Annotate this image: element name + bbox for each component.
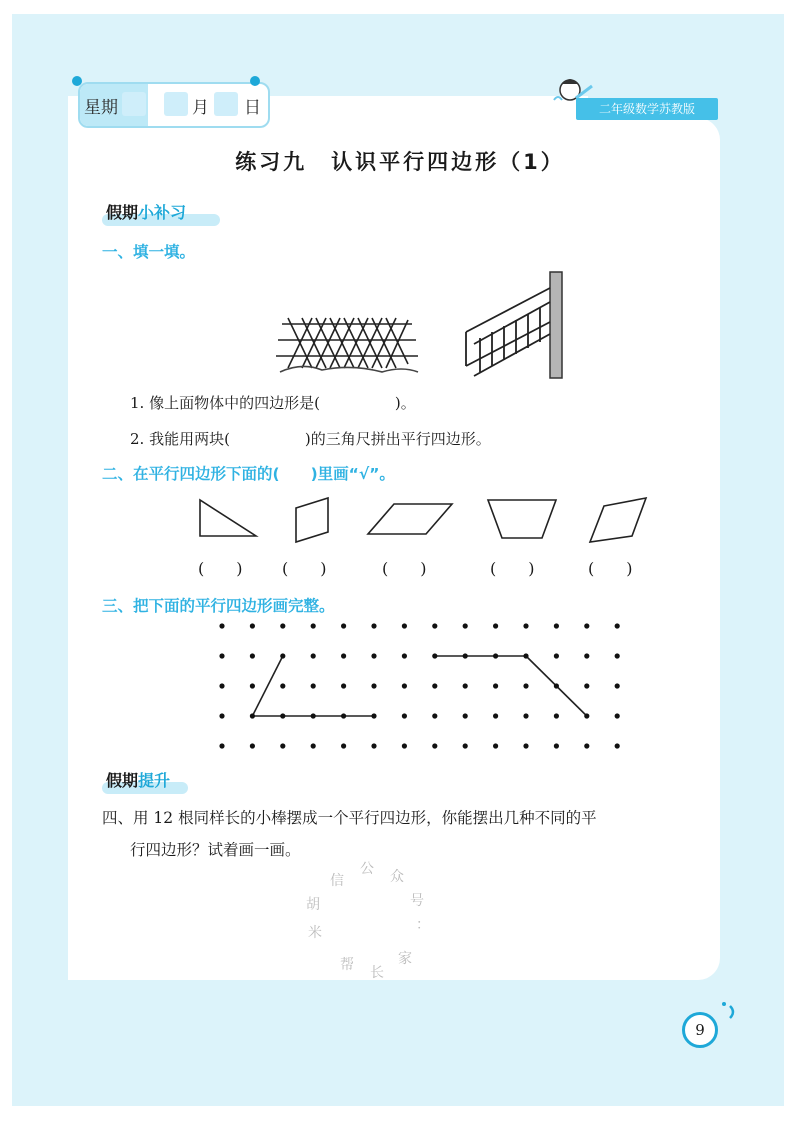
grid-dot[interactable]	[280, 743, 285, 748]
grid-dot[interactable]	[371, 623, 376, 628]
grid-dot[interactable]	[219, 653, 224, 658]
grid-dot[interactable]	[219, 743, 224, 748]
grid-dot[interactable]	[554, 743, 559, 748]
section1-heading: 一、填一填。	[102, 243, 196, 261]
grid-dot[interactable]	[523, 713, 528, 718]
shape-parallelogram-wide	[366, 500, 456, 540]
grid-dot[interactable]	[311, 713, 316, 718]
grid-dot[interactable]	[280, 623, 285, 628]
grid-dot[interactable]	[402, 743, 407, 748]
question-1-1: 1. 像上面物体中的四边形是( )。	[130, 394, 416, 412]
grid-dot[interactable]	[402, 653, 407, 658]
day-label: 日	[244, 98, 261, 118]
grid-dot[interactable]	[615, 683, 620, 688]
grid-dot[interactable]	[463, 683, 468, 688]
grid-dot[interactable]	[463, 743, 468, 748]
grid-dot[interactable]	[615, 713, 620, 718]
grid-dot[interactable]	[463, 653, 468, 658]
dot-grid	[210, 616, 630, 756]
grid-dot[interactable]	[493, 713, 498, 718]
shape-trapezoid	[484, 496, 564, 546]
grid-dot[interactable]	[341, 743, 346, 748]
section3-heading: 三、把下面的平行四边形画完整。	[102, 597, 335, 615]
grid-dot[interactable]	[250, 683, 255, 688]
grid-dot[interactable]	[250, 713, 255, 718]
grid-dot[interactable]	[219, 683, 224, 688]
grid-dot[interactable]	[493, 743, 498, 748]
month-label: 月	[192, 98, 209, 118]
grid-dot[interactable]	[615, 623, 620, 628]
grid-dot[interactable]	[554, 623, 559, 628]
grid-dot[interactable]	[432, 743, 437, 748]
grade-tag: 二年级数学苏教版	[576, 98, 718, 120]
grid-dot[interactable]	[250, 623, 255, 628]
shape-triangle	[196, 496, 266, 546]
grid-dot[interactable]	[341, 653, 346, 658]
grid-dot[interactable]	[615, 743, 620, 748]
banner2-part-a: 假期	[106, 771, 139, 790]
banner-holiday-review	[106, 200, 186, 226]
grid-dot[interactable]	[341, 623, 346, 628]
grid-dot[interactable]	[280, 653, 285, 658]
grid-dot[interactable]	[523, 623, 528, 628]
stamp-char: 号	[410, 893, 424, 909]
grid-dot[interactable]	[493, 683, 498, 688]
grid-dot[interactable]	[615, 653, 620, 658]
week-box[interactable]	[122, 92, 146, 116]
watermark-stamp	[300, 850, 440, 980]
grid-dot[interactable]	[250, 743, 255, 748]
grid-dot[interactable]	[371, 653, 376, 658]
grid-dot[interactable]	[371, 743, 376, 748]
month-box[interactable]	[164, 92, 188, 116]
grid-dot[interactable]	[584, 623, 589, 628]
stamp-char: 米	[308, 925, 322, 941]
shape-parallelogram-tall	[288, 494, 338, 554]
fence-illustration	[272, 312, 422, 382]
question-4-line1: 四、用 12 根同样长的小棒摆成一个平行四边形，你能摆出几种不同的平	[102, 809, 597, 827]
banner-part-a: 假期	[106, 203, 139, 222]
header-dot-right	[250, 76, 260, 86]
banner-holiday-boost	[106, 768, 170, 794]
date-header	[78, 82, 270, 128]
grid-dot[interactable]	[402, 683, 407, 688]
shape-rhombus	[586, 496, 656, 546]
question-1-2: 2. 我能用两块( )的三角尺拼出平行四边形。	[130, 430, 491, 448]
stamp-char: 众	[390, 869, 404, 885]
day-box[interactable]	[214, 92, 238, 116]
grid-dot[interactable]	[432, 713, 437, 718]
answer-paren-3[interactable]: ( )	[382, 559, 427, 578]
grid-dot[interactable]	[371, 713, 376, 718]
grid-dot[interactable]	[584, 683, 589, 688]
grid-dot[interactable]	[311, 683, 316, 688]
grid-dot[interactable]	[432, 683, 437, 688]
grid-dot[interactable]	[584, 713, 589, 718]
grid-dot[interactable]	[493, 653, 498, 658]
grid-dot[interactable]	[280, 683, 285, 688]
grid-dot[interactable]	[584, 743, 589, 748]
answer-paren-4[interactable]: ( )	[490, 559, 535, 578]
grid-dot[interactable]	[341, 683, 346, 688]
grid-dot[interactable]	[554, 713, 559, 718]
grid-dot[interactable]	[523, 683, 528, 688]
grid-dot[interactable]	[432, 653, 437, 658]
grid-dot[interactable]	[219, 623, 224, 628]
grid-dot[interactable]	[523, 653, 528, 658]
banner-part-b: 小补习	[138, 203, 187, 222]
page-number: 9	[682, 1012, 718, 1048]
week-label: 星期	[84, 98, 118, 118]
grid-dot[interactable]	[311, 743, 316, 748]
grid-dot[interactable]	[402, 623, 407, 628]
stamp-char: 帮	[340, 957, 354, 973]
stamp-char: 信	[330, 873, 344, 889]
answer-paren-1[interactable]: ( )	[198, 559, 243, 578]
answer-paren-2[interactable]: ( )	[282, 559, 327, 578]
stamp-char: 公	[360, 861, 374, 877]
grid-dot[interactable]	[371, 683, 376, 688]
grid-dot[interactable]	[432, 623, 437, 628]
stamp-char: 胡	[306, 897, 320, 913]
stamp-char: ：	[416, 917, 430, 933]
grid-dot[interactable]	[250, 653, 255, 658]
grid-dot[interactable]	[463, 713, 468, 718]
railing-illustration	[460, 272, 570, 382]
grid-dot[interactable]	[341, 713, 346, 718]
page-title: 练习九 认识平行四边形（1）	[235, 150, 565, 174]
header-dot-left	[72, 76, 82, 86]
grid-dot[interactable]	[311, 653, 316, 658]
banner2-part-b: 提升	[138, 771, 171, 790]
grid-dot[interactable]	[523, 743, 528, 748]
section2-heading: 二、在平行四边形下面的( )里画“√”。	[102, 465, 395, 483]
stamp-char: 长	[370, 965, 384, 981]
grid-dot[interactable]	[554, 683, 559, 688]
grid-dot[interactable]	[584, 653, 589, 658]
answer-paren-5[interactable]: ( )	[588, 559, 633, 578]
stamp-char: 家	[398, 951, 412, 967]
grid-dot[interactable]	[402, 713, 407, 718]
grid-dot[interactable]	[493, 623, 498, 628]
question-4-line2: 行四边形？试着画一画。	[130, 841, 301, 859]
grid-dot[interactable]	[554, 653, 559, 658]
grid-dot[interactable]	[463, 623, 468, 628]
grid-dot[interactable]	[219, 713, 224, 718]
guide-line	[252, 656, 282, 716]
grid-dot[interactable]	[311, 623, 316, 628]
grid-dot[interactable]	[280, 713, 285, 718]
